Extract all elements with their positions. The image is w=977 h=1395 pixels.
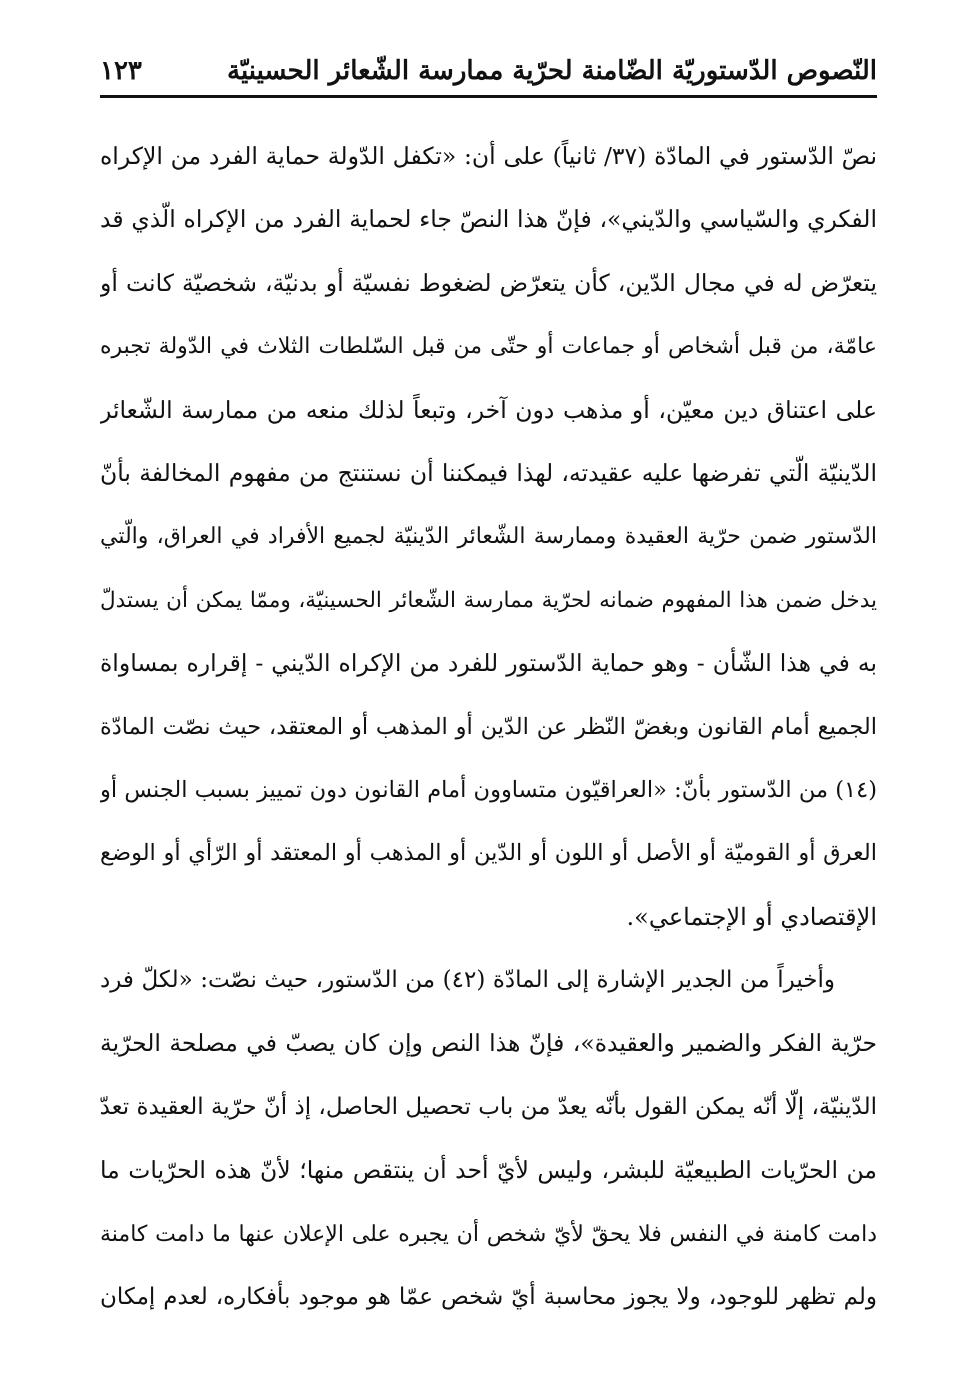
text-line: ولم تظهر للوجود، ولا يجوز محاسبة أيّ شخص عمّا هو موجود بأفكاره، لعدم إمكان	[100, 1284, 877, 1311]
text-line: به في هذا الشّأن - وهو حماية الدّستور للفرد من الإكراه الدّيني - إقراره بمساواة	[100, 649, 877, 678]
header-divider	[100, 95, 877, 98]
text-line: نصّ الدّستور في المادّة (٣٧/ ثانياً) على أن: «تكفل الدّولة حماية الفرد من الإكراه	[100, 142, 877, 170]
text-line: حرّية الفكر والضمير والعقيدة»، فإنّ هذا النص وإن كان يصبّ في مصلحة الحرّية	[100, 1029, 877, 1058]
text-line: من الحرّيات الطبيعيّة للبشر، وليس لأيّ أحد أن ينتقص منها؛ لأنّ هذه الحرّيات ما	[100, 1156, 877, 1185]
running-title: النّصوص الدّستوريّة الضّامنة لحرّية ممارسة الشّعائر الحسينيّة	[227, 56, 877, 86]
page-header	[100, 50, 877, 92]
page-number: ١٢٣	[100, 56, 142, 86]
text-line: (١٤) من الدّستور بأنّ: «العراقيّون متساوون أمام القانون دون تمييز بسبب الجنس أو	[100, 776, 877, 803]
text-line: عامّة، من قبل أشخاص أو جماعات أو حتّى من قبل السّلطات الثلاث في الدّولة تجبره	[100, 334, 877, 360]
text-line: الفكري والسّياسي والدّيني»، فإنّ هذا النصّ جاء لحماية الفرد من الإكراه الّذي قد	[100, 205, 877, 234]
body-text	[100, 125, 877, 1329]
text-line: الدّستور ضمن حرّية العقيدة وممارسة الشّعائر الدّينيّة لجميع الأفراد في العراق، والّتي	[100, 524, 877, 550]
text-line: يدخل ضمن هذا المفهوم ضمانه لحرّية ممارسة الشّعائر الحسينيّة، وممّا يمكن أن يستدلّ	[100, 587, 877, 613]
paragraph-end-line: الإقتصادي أو الإجتماعي».	[626, 902, 877, 931]
text-line: يتعرّض له في مجال الدّين، كأن يتعرّض لضغوط نفسيّة أو بدنيّة، شخصيّة كانت أو	[100, 268, 877, 297]
text-line: الجميع أمام القانون وبغضّ النّظر عن الدّين أو المذهب أو المعتقد، حيث نصّت المادّة	[100, 713, 877, 740]
text-line: دامت كامنة في النفس فلا يحقّ لأيّ شخص أن يجبره على الإعلان عنها ما دامت كامنة	[100, 1221, 877, 1247]
paragraph-start-line: وأخيراً من الجدير الإشارة إلى المادّة (٤٢) من الدّستور، حيث نصّت: «لكلّ فرد	[100, 967, 835, 994]
text-line: على اعتناق دين معيّن، أو مذهب دون آخر، وتبعاً لذلك منعه من ممارسة الشّعائر	[100, 395, 877, 424]
text-line: العرق أو القوميّة أو الأصل أو اللون أو الدّين أو المذهب أو المعتقد أو الرّأي أو الوضع	[100, 840, 877, 867]
text-line: الدّينيّة الّتي تفرضها عليه عقيدته، لهذا فيمكننا أن نستنتج من مفهوم المخالفة بأنّ	[100, 458, 877, 487]
text-line: الدّينيّة، إلّا أنّه يمكن القول بأنّه يعدّ من باب تحصيل الحاصل، إذ أنّ حرّية العقيدة تعدّ	[100, 1093, 877, 1120]
